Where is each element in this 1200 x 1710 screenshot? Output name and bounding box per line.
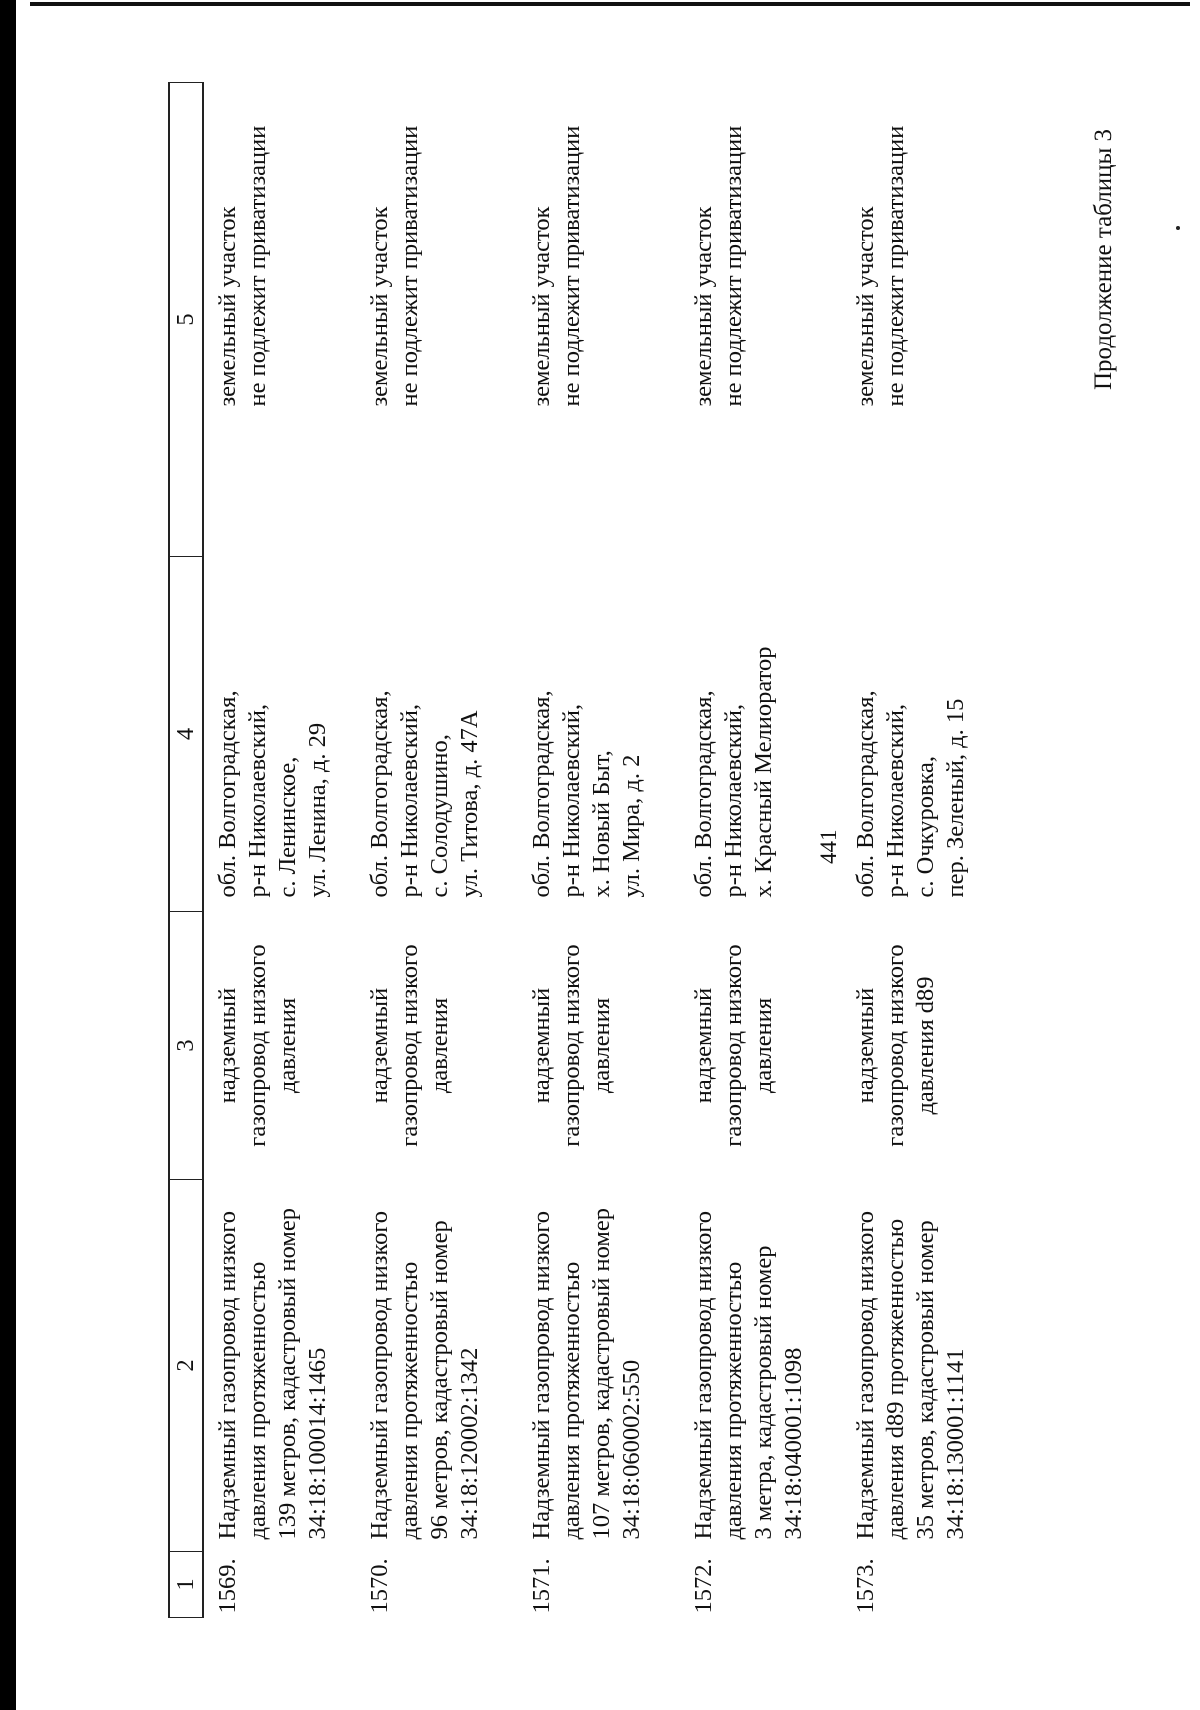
land-note-line: не подлежит приватизации bbox=[720, 125, 747, 407]
column-header: 2 bbox=[169, 1180, 203, 1552]
object-address-line: р-н Николаевский, bbox=[882, 703, 909, 898]
table-row bbox=[527, 83, 689, 1618]
land-note-line: не подлежит приватизации bbox=[882, 125, 909, 407]
object-type-line: давления bbox=[426, 997, 453, 1094]
land-note-line: земельный участок bbox=[852, 206, 879, 407]
object-description-line: 34:18:120002:1342 bbox=[456, 1347, 483, 1540]
object-description bbox=[203, 1180, 365, 1552]
object-address-line: обл. Волгоградская, bbox=[366, 690, 393, 898]
object-type-line: давления bbox=[274, 997, 301, 1094]
object-type bbox=[527, 912, 689, 1180]
table-caption: Продолжение таблицы 3 bbox=[1090, 128, 1117, 390]
object-address-line: ул. Мира, д. 2 bbox=[618, 754, 645, 898]
object-description-line: давления d89 протяженностью bbox=[882, 1218, 909, 1540]
object-description-line: 107 метров, кадастровый номер bbox=[588, 1208, 615, 1540]
row-number: 1573. bbox=[852, 1558, 879, 1614]
object-address-line: обл. Волгоградская, bbox=[690, 690, 717, 898]
column-header: 5 bbox=[169, 83, 203, 557]
object-description bbox=[365, 1180, 527, 1552]
object-type-line: газопровод низкого bbox=[720, 944, 747, 1147]
property-table bbox=[168, 82, 1013, 1618]
object-description-line: давления протяженностью bbox=[244, 1261, 271, 1540]
land-note bbox=[203, 83, 365, 557]
land-note-line: земельный участок bbox=[690, 206, 717, 407]
object-description-line: Надземный газопровод низкого bbox=[528, 1210, 555, 1540]
object-address-line: обл. Волгоградская, bbox=[214, 690, 241, 898]
object-address-line: р-н Николаевский, bbox=[244, 703, 271, 898]
column-header: 1 bbox=[169, 1552, 203, 1618]
row-number: 1571. bbox=[528, 1558, 555, 1614]
object-address bbox=[689, 557, 851, 912]
column-header: 3 bbox=[169, 912, 203, 1180]
land-note-line: не подлежит приватизации bbox=[244, 125, 271, 407]
object-address-line: р-н Николаевский, bbox=[558, 703, 585, 898]
object-description-line: Надземный газопровод низкого bbox=[214, 1210, 241, 1540]
object-address-line: обл. Волгоградская, bbox=[528, 690, 555, 898]
object-description bbox=[689, 1180, 851, 1552]
land-note-line: земельный участок bbox=[528, 206, 555, 407]
object-type-line: газопровод низкого bbox=[396, 944, 423, 1147]
object-type bbox=[365, 912, 527, 1180]
object-address bbox=[203, 557, 365, 912]
object-type-line: газопровод низкого bbox=[244, 944, 271, 1147]
object-description-line: 96 метров, кадастровый номер bbox=[426, 1220, 453, 1540]
object-description-line: 34:18:040001:1098 bbox=[780, 1347, 807, 1540]
object-description-line: 34:18:060002:550 bbox=[618, 1359, 645, 1540]
object-address-line: х. Новый Быт, bbox=[588, 750, 615, 898]
object-address-line: р-н Николаевский, bbox=[720, 703, 747, 898]
object-description-line: давления протяженностью bbox=[396, 1261, 423, 1540]
object-description-line: Надземный газопровод низкого bbox=[366, 1210, 393, 1540]
object-type-line: газопровод низкого bbox=[882, 944, 909, 1147]
object-address-line: ул. Титова, д. 47А bbox=[456, 710, 483, 898]
object-description-line: 139 метров, кадастровый номер bbox=[274, 1208, 301, 1540]
land-note-line: земельный участок bbox=[214, 206, 241, 407]
object-description-line: Надземный газопровод низкого bbox=[690, 1210, 717, 1540]
object-description-line: давления протяженностью bbox=[558, 1261, 585, 1540]
object-description-line: 3 метра, кадастровый номер bbox=[750, 1245, 777, 1540]
land-note-line: не подлежит приватизации bbox=[396, 125, 423, 407]
object-type-line: газопровод низкого bbox=[558, 944, 585, 1147]
object-address-line: ул. Ленина, д. 29 bbox=[304, 722, 331, 898]
table-header-row bbox=[169, 83, 203, 1618]
object-type-line: давления bbox=[588, 997, 615, 1094]
object-type-line: надземный bbox=[214, 987, 241, 1104]
object-address bbox=[527, 557, 689, 912]
table-row bbox=[365, 83, 527, 1618]
object-description bbox=[527, 1180, 689, 1552]
object-type-line: давления bbox=[750, 997, 777, 1094]
object-address-line: х. Красный Мелиоратор bbox=[750, 646, 777, 898]
object-description-line: 35 метров, кадастровый номер bbox=[912, 1220, 939, 1540]
object-address-line: обл. Волгоградская, bbox=[852, 690, 879, 898]
land-note bbox=[527, 83, 689, 557]
table-row bbox=[203, 83, 365, 1618]
object-description-line: 34:18:100014:1465 bbox=[304, 1347, 331, 1540]
object-description bbox=[851, 1180, 1013, 1552]
object-description-line: давления протяженностью bbox=[720, 1261, 747, 1540]
object-description-line: 34:18:130001:1141 bbox=[942, 1348, 969, 1540]
land-note bbox=[689, 83, 851, 557]
land-note bbox=[365, 83, 527, 557]
object-type-line: надземный bbox=[690, 987, 717, 1104]
object-description-line: Надземный газопровод низкого bbox=[852, 1210, 879, 1540]
object-address bbox=[365, 557, 527, 912]
object-address-line: с. Очкуровка, bbox=[912, 755, 939, 898]
page-number: 441 bbox=[816, 829, 841, 864]
object-address-line: р-н Николаевский, bbox=[396, 703, 423, 898]
object-type-line: надземный bbox=[852, 987, 879, 1104]
land-note-line: земельный участок bbox=[366, 206, 393, 407]
row-number: 1569. bbox=[214, 1558, 241, 1614]
object-address-line: пер. Зеленый, д. 15 bbox=[942, 698, 969, 898]
table-row bbox=[851, 83, 1013, 1618]
object-address-line: с. Солодушино, bbox=[426, 734, 453, 898]
object-address-line: с. Ленинское, bbox=[274, 756, 301, 898]
column-header: 4 bbox=[169, 557, 203, 912]
table-row bbox=[689, 83, 851, 1618]
object-type-line: давления d89 bbox=[912, 976, 939, 1115]
row-number: 1572. bbox=[690, 1558, 717, 1614]
object-type bbox=[851, 912, 1013, 1180]
object-type bbox=[203, 912, 365, 1180]
object-address bbox=[851, 557, 1013, 912]
object-type bbox=[689, 912, 851, 1180]
land-note bbox=[851, 83, 1013, 557]
object-type-line: надземный bbox=[528, 987, 555, 1104]
row-number: 1570. bbox=[366, 1558, 393, 1614]
object-type-line: надземный bbox=[366, 987, 393, 1104]
land-note-line: не подлежит приватизации bbox=[558, 125, 585, 407]
